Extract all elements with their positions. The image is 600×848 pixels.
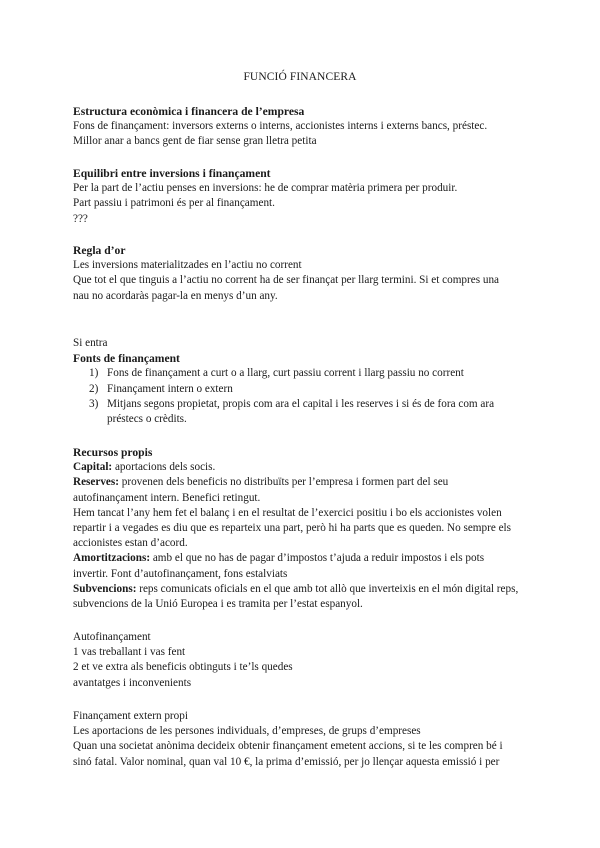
amortitzacions-label: Amortitzacions: [73,552,151,565]
intro-line: Si entra [73,337,108,349]
text-line: Millor anar a bancs gent de fiar sense gran lletra petita [73,135,317,148]
text-line: Finançament extern propi [73,710,188,722]
reserves-text: provenen dels beneficis no distribuïts per l’empresa i formen part del seu [118,476,449,489]
section-heading: Recursos propis [73,446,153,459]
text-line: Per la part de l’actiu penses en inversions: he de comprar matèria primera per produir. [73,182,458,195]
capital-label: Capital: [73,461,113,474]
section-recursos-propis [73,445,535,612]
numbered-list [73,366,535,427]
text-line: 1 vas treballant i vas fent [73,646,186,659]
list-text: Mitjans segons propietat, propis com ara el capital i les reserves i si és de fora com ara [107,397,495,410]
subvencions-label: Subvencions: [73,582,137,595]
text-line: accionistes estan d’acord. [73,537,188,550]
reserves-paragraph [73,475,535,490]
list-text: Fons de finançament a curt o a llarg, curt passiu corrent i llarg passiu no corrent [107,367,464,380]
section-financament-extern [73,709,535,770]
section-heading: Equilibri entre inversions i finançament [73,167,271,180]
text-line: repartir i a vegades es diu que es reparteix una part, però hi ha parts que es queden. No sempre els [73,522,512,535]
list-number: 1) [89,367,99,380]
subvencions-paragraph [73,582,535,597]
reserves-label: Reserves: [73,476,119,489]
list-item [73,382,535,397]
section-heading: Regla d’or [73,244,126,257]
text-line: Les aportacions de les persones individuals, d’empreses, de grups d’empreses [73,725,421,738]
capital-text: aportacions dels socis. [112,461,216,474]
text-line: Autofinançament [73,631,151,643]
section-regla-dor [73,243,535,304]
section-autofinancament [73,630,535,691]
text-line: nau no acordaràs pagar-la en menys d’un any. [73,289,278,302]
list-number: 2) [89,382,99,395]
page-title: FUNCIÓ FINANCERA [243,71,357,83]
text-line: Part passiu i patrimoni és per al finançament. [73,197,275,210]
subvencions-text: reps comunicats oficials en el que amb tot allò que inverteixis en el món digital reps, [136,582,519,595]
section-equilibri [73,166,535,227]
text-line: Hem tancat l’any hem fet el balanç i en el resultat de l’exercici positiu i bo els accionistes volen [73,506,502,519]
text-line: Que tot el que tinguis a l’actiu no corrent ha de ser finançat per llarg termini. Si et compres una [73,274,500,287]
amortitzacions-text: amb el que no has de pagar d’impostos t’ajuda a reduir impostos i els pots [150,552,485,565]
text-line: Fons de finançament: inversors externs o interns, accionistes interns i externs bancs, préstec. [73,120,488,133]
text-line: Les inversions materialitzades en l’actiu no corrent [73,259,302,272]
text-line: sinó fatal. Valor nominal, quan val 10 €, la prima d’emissió, per jo llençar aquesta emissió i per [73,755,500,768]
list-text: préstecs o crèdits. [107,413,187,426]
section-estructura [73,104,535,150]
capital-paragraph [73,460,535,475]
list-item [73,397,535,427]
list-text: Finançament intern o extern [107,382,233,395]
text-line: Quan una societat anònima decideix obtenir finançament emetent accions, si te les compren bé i [73,740,503,753]
text-line: subvencions de la Unió Europea i es tramita per l’estat espanyol. [73,598,363,611]
text-line: avantatges i inconvenients [73,676,192,689]
section-fonts [73,336,535,427]
text-line: 2 et ve extra als beneficis obtinguts i te’ls quedes [73,661,293,674]
list-number: 3) [89,397,99,410]
section-heading: Fonts de finançament [73,352,180,366]
amortitzacions-paragraph [73,551,535,566]
list-item [73,366,535,381]
section-heading: Estructura econòmica i financera de l’empresa [73,105,305,118]
text-line: ??? [73,212,88,225]
text-line: invertir. Font d’autofinançament, fons estalviats [73,567,288,580]
text-line: autofinançament intern. Benefici retingut. [73,491,261,504]
